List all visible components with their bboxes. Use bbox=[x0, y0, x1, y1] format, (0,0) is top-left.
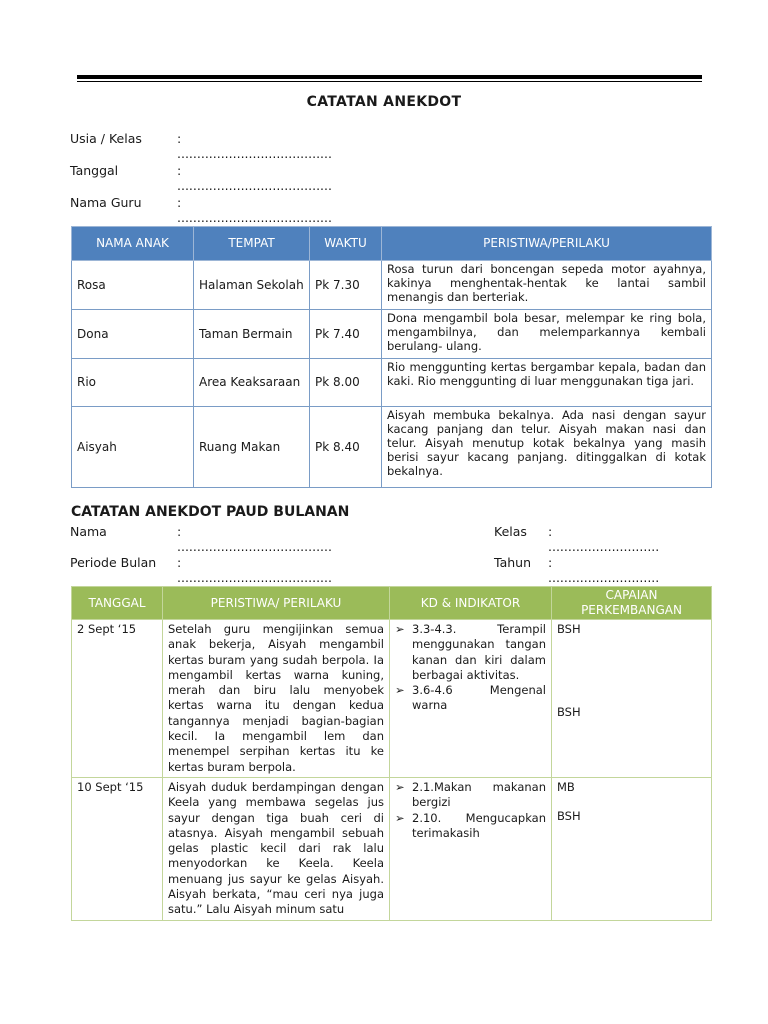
table-header bbox=[72, 227, 712, 261]
field-label: Kelas bbox=[494, 524, 527, 539]
field-value: : ....................................... bbox=[177, 524, 332, 554]
cell-nama: Rio bbox=[72, 359, 194, 407]
monthly-anecdote-table bbox=[71, 586, 712, 921]
bullet-arrow-icon: ➢ bbox=[395, 622, 405, 636]
field-label: Periode Bulan bbox=[70, 555, 157, 570]
field-label: Tahun bbox=[494, 555, 531, 570]
header-capaian: CAPAIAN PERKEMBANGAN bbox=[552, 587, 712, 620]
kd-item bbox=[395, 622, 546, 683]
capaian-value: BSH bbox=[557, 809, 581, 824]
cell-tanggal: 10 Sept ‘15 bbox=[72, 777, 163, 920]
bullet-arrow-icon: ➢ bbox=[395, 810, 405, 825]
cell-peristiwa: Setelah guru mengijinkan semua anak bekerja, Aisyah mengambil kertas buram yang sudah berpola. Ia mengambil kertas warna kuning, merah dan biru lalu menyobek kertas warna itu dengan kedua tangannya menjadi bagian-bagian kecil. Ia mengambil lem dan menempel serpihan kertas itu ke kertas buram berpola. bbox=[163, 620, 390, 778]
field-value: : ....................................... bbox=[177, 163, 332, 193]
field-value: : ....................................... bbox=[177, 195, 332, 225]
header-nama-anak: NAMA ANAK bbox=[72, 227, 194, 261]
section-subtitle: CATATAN ANEKDOT PAUD BULANAN bbox=[71, 504, 350, 520]
field-value: : ............................ bbox=[548, 555, 660, 585]
cell-waktu: Pk 8.40 bbox=[310, 407, 382, 488]
cell-capaian bbox=[552, 777, 712, 920]
table-row bbox=[72, 620, 712, 778]
cell-peristiwa: Rio menggunting kertas bergambar kepala, badan dan kaki. Rio menggunting di luar menggunakan tiga jari. bbox=[382, 359, 712, 407]
kd-item bbox=[395, 811, 546, 842]
header-tempat: TEMPAT bbox=[194, 227, 310, 261]
field-label: Nama bbox=[70, 524, 107, 539]
table-row bbox=[72, 777, 712, 920]
kd-text: 3.6-4.6 Mengenal warna bbox=[412, 683, 546, 713]
header-peristiwa: PERISTIWA/PERILAKU bbox=[382, 227, 712, 261]
kd-item bbox=[395, 683, 546, 714]
header-kd-indikator: KD & INDIKATOR bbox=[390, 587, 552, 620]
field-periode-bulan bbox=[70, 555, 332, 585]
kd-text: 2.1.Makan makanan bergizi bbox=[412, 779, 546, 810]
field-value: : ....................................... bbox=[177, 555, 332, 585]
anecdote-table bbox=[71, 226, 712, 488]
cell-capaian bbox=[552, 620, 712, 778]
cell-tanggal: 2 Sept ‘15 bbox=[72, 620, 163, 778]
field-tahun bbox=[494, 555, 660, 585]
field-nama-guru bbox=[70, 195, 332, 225]
kd-item bbox=[395, 780, 546, 811]
cell-tempat: Taman Bermain bbox=[194, 310, 310, 359]
kd-text: 2.10. Mengucapkan terimakasih bbox=[412, 810, 546, 840]
table-row bbox=[72, 310, 712, 359]
cell-waktu: Pk 8.00 bbox=[310, 359, 382, 407]
field-kelas bbox=[494, 524, 660, 554]
field-label: Nama Guru bbox=[70, 195, 142, 210]
cell-nama: Aisyah bbox=[72, 407, 194, 488]
header-waktu: WAKTU bbox=[310, 227, 382, 261]
capaian-value: BSH bbox=[557, 705, 581, 720]
cell-peristiwa: Dona mengambil bola besar, melempar ke ring bola, mengambilnya, dan melemparkannya kembali berulang- ulang. bbox=[382, 310, 712, 359]
header-peristiwa: PERISTIWA/ PERILAKU bbox=[163, 587, 390, 620]
cell-waktu: Pk 7.40 bbox=[310, 310, 382, 359]
cell-tempat: Halaman Sekolah bbox=[194, 261, 310, 310]
table-header bbox=[72, 587, 712, 620]
top-rule-thick bbox=[77, 75, 702, 79]
cell-tempat: Area Keaksaraan bbox=[194, 359, 310, 407]
cell-peristiwa: Aisyah membuka bekalnya. Ada nasi dengan sayur kacang panjang dan telur. Aisyah makan nasi dan telur. Aisyah menutup kotak bekalnya yang masih berisi sayur kacang panjang. ditinggalkan di kotak bekalnya. bbox=[382, 407, 712, 488]
cell-nama: Rosa bbox=[72, 261, 194, 310]
field-label: Usia / Kelas bbox=[70, 131, 142, 146]
capaian-value: MB bbox=[557, 779, 575, 794]
cell-nama: Dona bbox=[72, 310, 194, 359]
field-usia-kelas bbox=[70, 131, 332, 161]
bullet-arrow-icon: ➢ bbox=[395, 683, 405, 698]
table-row bbox=[72, 359, 712, 407]
field-nama bbox=[70, 524, 332, 554]
cell-tempat: Ruang Makan bbox=[194, 407, 310, 488]
kd-text: 3.3-4.3. Terampil menggunakan tangan kanan dan kiri dalam berbagai aktivitas. bbox=[412, 622, 546, 682]
header-tanggal: TANGGAL bbox=[72, 587, 163, 620]
table-row bbox=[72, 261, 712, 310]
cell-peristiwa: Rosa turun dari boncengan sepeda motor ayahnya, kakinya menghentak-hentak ke lantai sambil menangis dan berteriak. bbox=[382, 261, 712, 310]
cell-kd bbox=[390, 620, 552, 778]
field-value: : ....................................... bbox=[177, 131, 332, 161]
page-title: CATATAN ANEKDOT bbox=[306, 94, 462, 110]
bullet-arrow-icon: ➢ bbox=[395, 779, 405, 794]
field-value: : ............................ bbox=[548, 524, 660, 554]
table-row bbox=[72, 407, 712, 488]
capaian-value: BSH bbox=[557, 622, 581, 636]
cell-peristiwa: Aisyah duduk berdampingan dengan Keela yang membawa segelas jus sayur dengan tiga buah ceri di atasnya. Aisyah mengambil sebuah gelas plastic kecil dari rak lalu menyodorkan ke Keela. Keela menuang jus sayur ke gelas Aisyah. Aisyah berkata, “mau ceri nya juga satu.” Lalu Aisyah minum satu bbox=[163, 777, 390, 920]
cell-kd bbox=[390, 777, 552, 920]
top-rule-thin bbox=[77, 81, 702, 82]
field-label: Tanggal bbox=[70, 163, 119, 178]
cell-waktu: Pk 7.30 bbox=[310, 261, 382, 310]
field-tanggal bbox=[70, 163, 332, 193]
